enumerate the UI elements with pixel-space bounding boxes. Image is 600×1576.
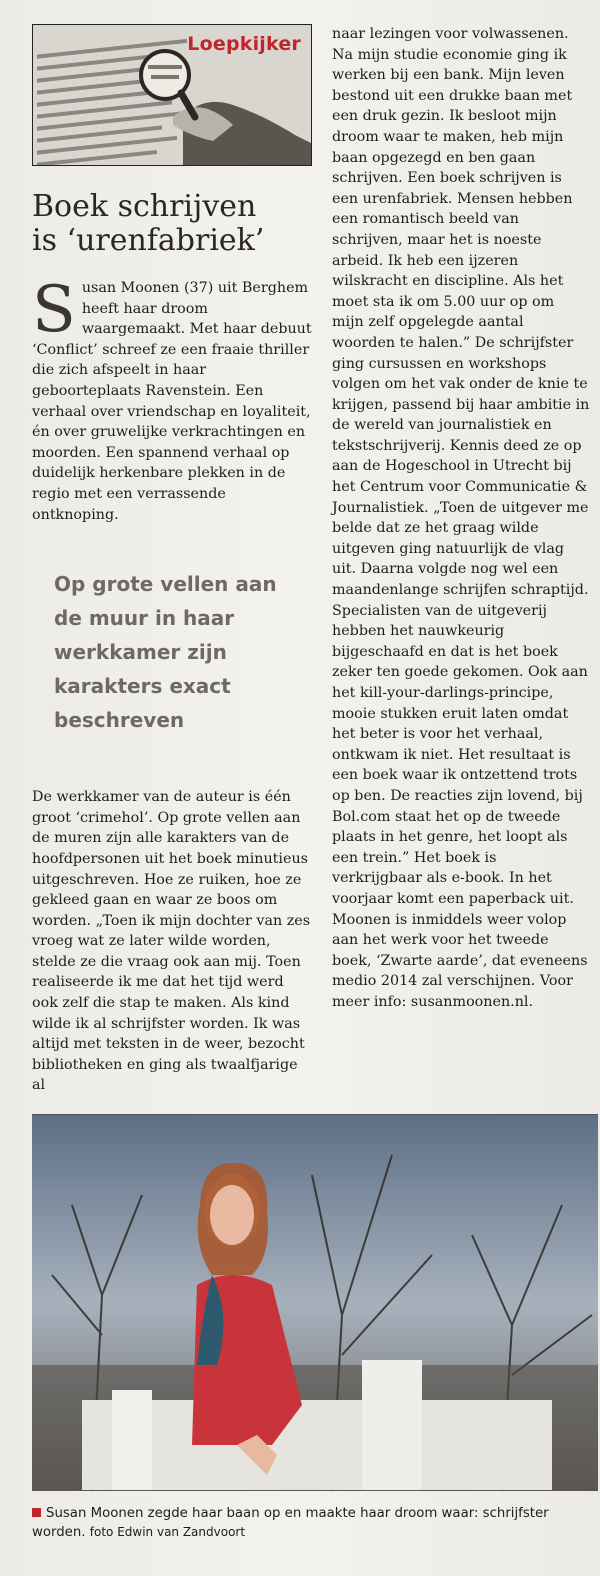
- caption-marker-icon: [32, 1508, 41, 1517]
- article-headline: [32, 190, 314, 258]
- section-label: Loepkijker: [187, 33, 301, 55]
- pull-quote: Op grote vellen aan de muur in haar werkkamer zijn karakters exact beschreven: [54, 572, 277, 733]
- caption-text: Susan Moonen zegde haar baan op en maakte haar droom waar: schrijfster worden.: [32, 1506, 549, 1540]
- article-body-left: De werkkamer van de auteur is één groot ‘crimehol’. Op grote vellen aan de muren zijn alle karakters van de hoofdpersonen uit het boek minutieus uitgeschreven. Hoe ze ruiken, hoe ze gekleed gaan en waar ze boos om worden. „Toen ik mijn dochter van zes vroeg wat ze later wilde worden, stelde ze die vraag ook aan mij. Toen realiseerde ik me dat het tijd werd ook zelf die stap te maken. Als kind wilde ik al schrijfster worden. Ik was altijd met teksten in de weer, bezocht bibliotheken en ging als twaalfjarige al: [32, 789, 311, 1094]
- portrait-photo: [32, 1115, 598, 1491]
- section-header-box: [32, 24, 312, 166]
- left-column: [32, 24, 314, 1096]
- article-body-right: naar lezingen voor volwassenen. Na mijn studie economie ging ik werken bij een bank. Mijn leven bestond uit een drukke baan met een druk gezin. Ik besloot mijn droom waar te maken, heb mijn baan opgezegd en ben gaan schrijven. Een boek schrijven is een urenfabriek. Mensen hebben een romantisch beeld van schrijven, maar het is noeste arbeid. Ik heb een ijzeren wilskracht en discipline. Als het moet sta ik om 5.00 uur op om mijn zelf opgelegde aantal woorden te halen.” De schrijfster ging cursussen en workshops volgen om het vak onder de knie te krijgen, passend bij haar ambitie in de wereld van journalistiek en tekstschrijverij. Kennis deed ze op aan de Hogeschool in Utrecht bij het Centrum voor Communicatie & Journalistiek. „Toen de uitgever me belde dat ze het graag wilde uitgeven ging natuurlijk de vlag uit. Daarna volgde nog wel een maandenlange schrijfen schraptijd. Specialisten van de uitgeverij hebben het nauwkeurig bijgeschaafd en dat is het boek zeker ten goede gekomen. Ook aan het kill-your-darlings-principe, mooie stukken eruit laten omdat het beter is voor het verhaal, ontkwam ik niet. Het resultaat is een boek waar ik ontzettend trots op ben. De reacties zijn lovend, bij Bol.com staat het op de tweede plaats in het genre, het loopt als een trein.” Het boek is verkrijgbaar als e-book. In het voorjaar komt een paperback uit. Moonen is inmiddels weer volop aan het werk voor het tweede boek, ‘Zwarte aarde’, dat eveneens medio 2014 zal verschijnen. Voor meer info: susanmoonen.nl.: [332, 26, 590, 1010]
- drop-cap: S: [32, 273, 76, 347]
- right-column: [332, 24, 590, 1013]
- intro-text: usan Moonen (37) uit Berghem heeft haar droom waargemaakt. Met haar debuut ‘Conflict’ schreef ze een fraaie thriller die zich afspeelt in haar geboorteplaats Ravenstein. Een verhaal over vriendschap en loyaliteit, én over gruwelijke verkrachtingen en moorden. Een spannend verhaal op duidelijk herkenbare plekken in de regio met een verrassende ontknoping.: [32, 280, 312, 523]
- headline-line-2: is ‘urenfabriek’: [32, 223, 265, 258]
- photo-credit: foto Edwin van Zandvoort: [89, 1525, 246, 1539]
- photo-caption: [32, 1505, 592, 1542]
- article-intro: [32, 273, 314, 525]
- headline-line-1: Boek schrijven: [32, 189, 257, 224]
- article-photo: [32, 1114, 598, 1491]
